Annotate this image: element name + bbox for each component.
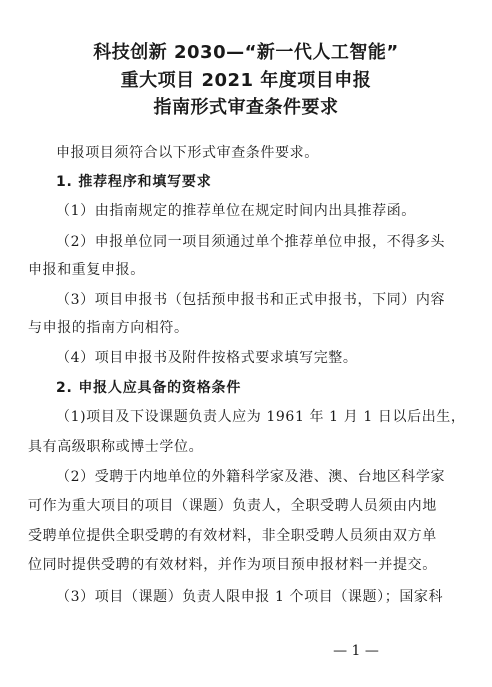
section-2-item-1-line-1: （1)项目及下设课题负责人应为 1961 年 1 月 1 日以后出生，	[56, 409, 466, 425]
section-1-item-4: （4）项目申报书及附件按格式要求填写完整。	[56, 350, 358, 366]
title-line-2: 重大项目 2021 年度项目申报	[120, 70, 372, 91]
section-2-item-2-line-2: 可作为重大项目的项目（课题）负责人，全职受聘人员须由内地	[28, 498, 437, 514]
section-1-item-1: （1）由指南规定的推荐单位在规定时间内出具推荐函。	[56, 203, 416, 219]
section-1-heading: 1. 推荐程序和填写要求	[56, 174, 212, 190]
section-2-item-2-line-1: （2）受聘于内地单位的外籍科学家及港、澳、台地区科学家	[56, 469, 446, 485]
section-2-item-1-line-2: 具有高级职称或博士学位。	[28, 439, 204, 455]
title-line-3: 指南形式审查条件要求	[153, 97, 339, 118]
section-1-item-3-line-2: 与申报的指南方向相符。	[28, 320, 189, 336]
title-line-1: 科技创新 2030—“新一代人工智能”	[93, 42, 399, 63]
section-1-item-2-line-2: 申报和重复申报。	[28, 262, 145, 278]
section-1-item-2-line-1: （2）申报单位同一项目须通过单个推荐单位申报，不得多头	[56, 234, 446, 250]
section-2-item-3-line-1: （3）项目（课题）负责人限申报 1 个项目（课题）；国家科	[56, 589, 444, 605]
section-2-heading: 2. 申报人应具备的资格条件	[56, 380, 242, 396]
section-2-item-2-line-3: 受聘单位提供全职受聘的有效材料，非全职受聘人员须由双方单	[28, 528, 437, 544]
section-2-item-2-line-4: 位同时提供受聘的有效材料，并作为项目预申报材料一并提交。	[28, 557, 437, 573]
intro-text: 申报项目须符合以下形式审查条件要求。	[56, 145, 319, 161]
section-1-item-3-line-1: （3）项目申报书（包括预申报书和正式申报书，下同）内容	[56, 292, 446, 308]
page-number: — 1 —	[333, 643, 379, 659]
